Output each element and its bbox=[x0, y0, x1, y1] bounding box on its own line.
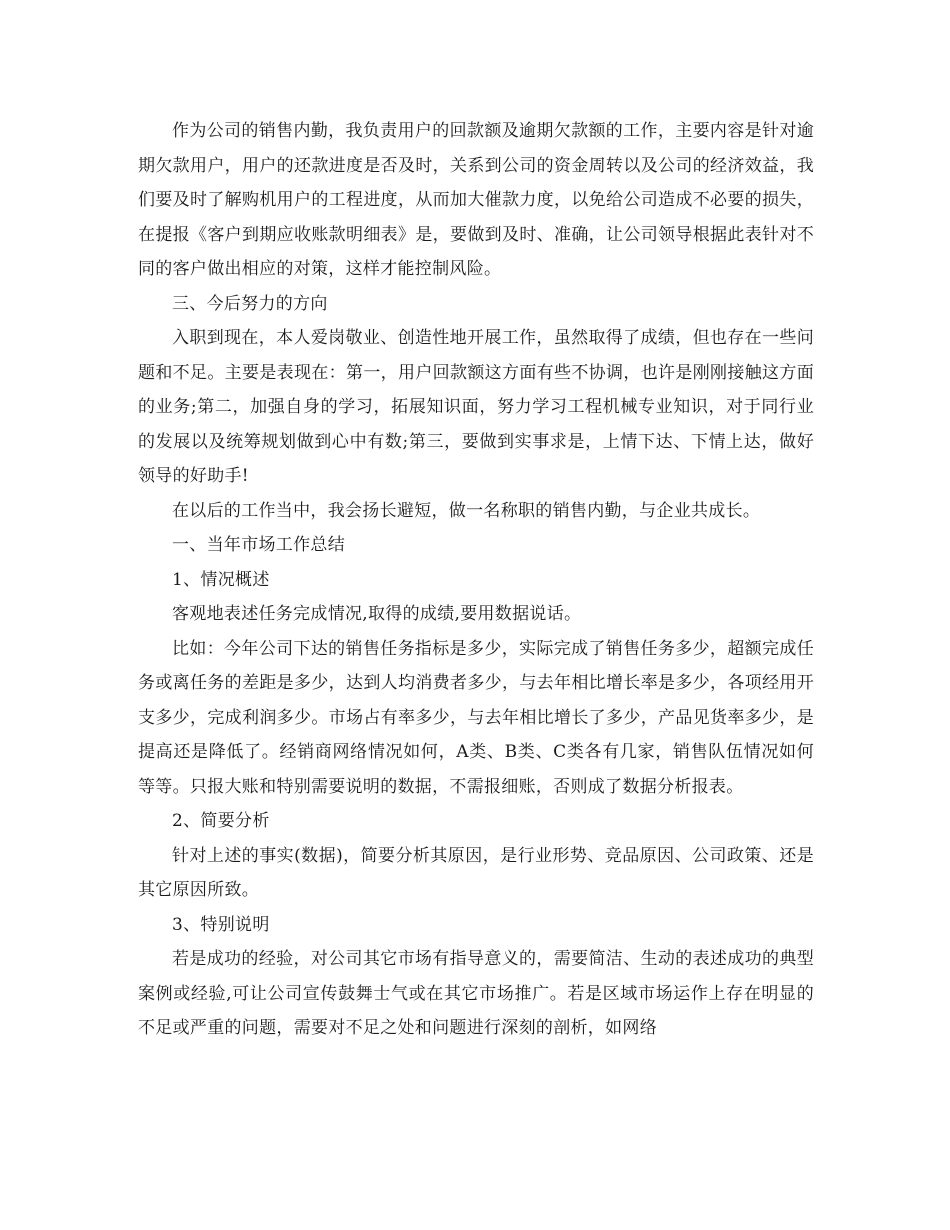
subheading-special-notes: 3、特别说明 bbox=[172, 914, 270, 935]
subheading-overview: 1、情况概述 bbox=[172, 569, 270, 590]
paragraph-2: 入职到现在，本人爱岗敬业、创造性地开展工作，虽然取得了成绩，但也存在一些问题和不足。主要是表现在：第一，用户回款额这方面有些不协调，也许是刚刚接触这方面的业务;第二，加强自身的学习，拓展知识面，努力学习工程机械专业知识，对于同行业的发展以及统筹规划做到心中有数;第三，要做到实事求是，上情下达、下情上达，做好领导的好助手! bbox=[138, 328, 814, 486]
document-body bbox=[138, 114, 814, 1046]
section-heading-market-summary: 一、当年市场工作总结 bbox=[172, 535, 345, 555]
paragraph-4: 客观地表述任务完成情况,取得的成绩,要用数据说话。 bbox=[172, 604, 582, 624]
subheading-analysis: 2、简要分析 bbox=[172, 811, 270, 831]
paragraph-7: 若是成功的经验，对公司其它市场有指导意义的，需要简洁、生动的表述成功的典型案例或经验,可让公司宣传鼓舞士气或在其它市场推广。若是区域市场运作上存在明显的不足或严重的问题，需要对不足之处和问题进行深刻的剖析，如网络 bbox=[138, 949, 814, 1038]
paragraph-1: 作为公司的销售内勤，我负责用户的回款额及逾期欠款额的工作，主要内容是针对逾期欠款用户，用户的还款进度是否及时，关系到公司的资金周转以及公司的经济效益，我们要及时了解购机用户的工程进度，从而加大催款力度，以免给公司造成不必要的损失，在提报《客户到期应收账款明细表》是，要做到及时、准确，让公司领导根据此表针对不同的客户做出相应的对策，这样才能控制风险。 bbox=[138, 121, 814, 279]
paragraph-5: 比如：今年公司下达的销售任务指标是多少，实际完成了销售任务多少，超额完成任务或离任务的差距是多少，达到人均消费者多少，与去年相比增长率是多少，各项经用开支多少，完成利润多少。市场占有率多少，与去年相比增长了多少，产品见货率多少，是提高还是降低了。经销商网络情况如何，A类、B类、C类各有几家，销售队伍情况如何等等。只报大账和特别需要说明的数据，不需报细账，否则成了数据分析报表。 bbox=[138, 638, 814, 797]
paragraph-6: 针对上述的事实(数据)，简要分析其原因，是行业形势、竞品原因、公司政策、还是其它原因所致。 bbox=[138, 845, 814, 900]
section-heading-future-direction: 三、今后努力的方向 bbox=[172, 293, 328, 314]
paragraph-3: 在以后的工作当中，我会扬长避短，做一名称职的销售内勤，与企业共成长。 bbox=[172, 500, 761, 521]
